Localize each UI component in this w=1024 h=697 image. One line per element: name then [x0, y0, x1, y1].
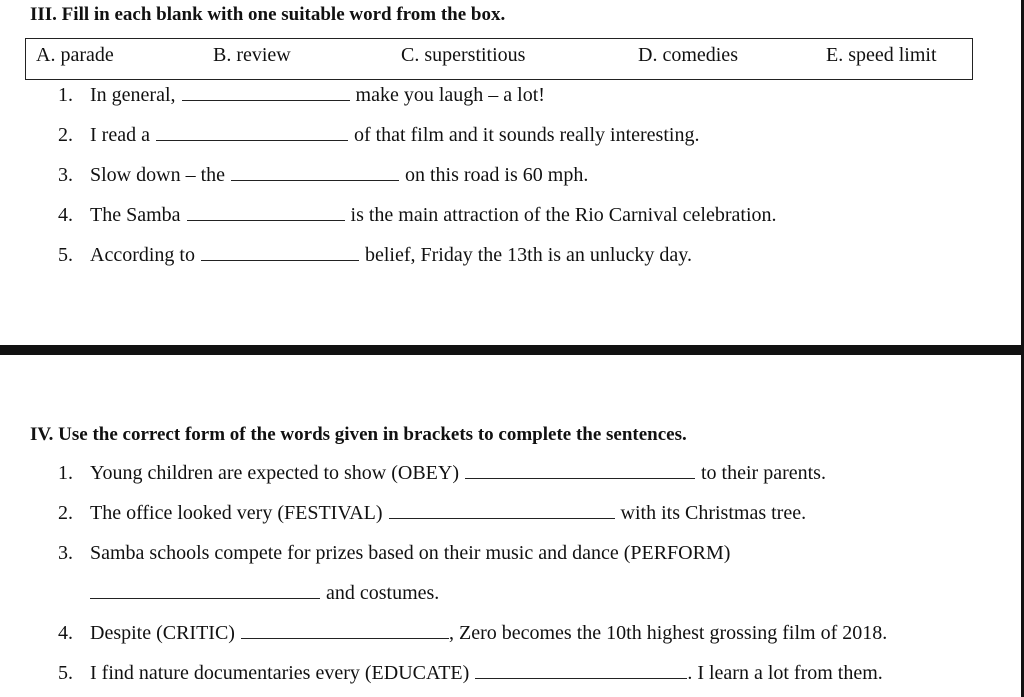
answer-blank[interactable]: [201, 246, 359, 261]
answer-blank[interactable]: [90, 584, 320, 599]
item-text-before: According to: [90, 244, 195, 266]
item-number: 2.: [58, 502, 73, 524]
item-number: 1.: [58, 84, 73, 106]
word-option-b: B. review: [213, 44, 291, 66]
item-text-before: I find nature documentaries every (EDUCATE): [90, 662, 470, 684]
s4-item-5: [58, 662, 883, 685]
item-number: 5.: [58, 244, 73, 266]
answer-blank[interactable]: [231, 166, 399, 181]
answer-blank[interactable]: [389, 504, 615, 519]
item-text-after: on this road is 60 mph.: [405, 164, 589, 186]
item-text-after: is the main attraction of the Rio Carnival celebration.: [350, 204, 777, 226]
s4-item-2: [58, 502, 806, 525]
item-text-after: to their parents.: [701, 462, 826, 484]
item-number: 1.: [58, 462, 73, 484]
item-text-before: Young children are expected to show (OBEY): [90, 462, 459, 484]
s3-item-1: [58, 84, 545, 107]
s4-item-3: [58, 542, 730, 565]
s4-item-4: [58, 622, 887, 645]
word-option-c: C. superstitious: [401, 44, 526, 66]
section-4-title: IV. Use the correct form of the words given in brackets to complete the sentences.: [30, 424, 687, 445]
item-text-after: with its Christmas tree.: [620, 502, 807, 524]
s3-item-2: [58, 124, 699, 147]
item-text-before: Slow down – the: [90, 164, 225, 186]
s4-item-1: [58, 462, 826, 485]
item-number: 4.: [58, 622, 73, 644]
item-text-before: In general,: [90, 84, 176, 106]
item-text-after: belief, Friday the 13th is an unlucky day.: [364, 244, 692, 266]
answer-blank[interactable]: [465, 464, 695, 479]
answer-blank[interactable]: [187, 206, 345, 221]
word-box: [25, 38, 973, 80]
item-text-before: The office looked very (FESTIVAL): [90, 502, 383, 524]
item-number: 2.: [58, 124, 73, 146]
item-number: 4.: [58, 204, 73, 226]
item-text-before: Despite (CRITIC): [90, 622, 235, 644]
s3-item-3: [58, 164, 588, 187]
item-number: 3.: [58, 164, 73, 186]
item-number: 5.: [58, 662, 73, 684]
answer-blank[interactable]: [241, 624, 449, 639]
item-text-after: , Zero becomes the 10th highest grossing film of 2018.: [448, 622, 888, 644]
s3-item-4: [58, 204, 777, 227]
word-option-d: D. comedies: [638, 44, 738, 66]
answer-blank[interactable]: [475, 664, 687, 679]
s4-item-3-continued: [58, 582, 439, 605]
s3-item-5: [58, 244, 692, 267]
item-text-before: I read a: [90, 124, 150, 146]
section-3-title: III. Fill in each blank with one suitable word from the box.: [30, 4, 506, 25]
word-option-a: A. parade: [36, 44, 114, 66]
answer-blank[interactable]: [156, 126, 348, 141]
item-text-after: . I learn a lot from them.: [687, 662, 883, 684]
item-text-before: The Samba: [90, 204, 181, 226]
item-text-before: Samba schools compete for prizes based on their music and dance (PERFORM): [90, 542, 731, 564]
section-divider: [0, 345, 1024, 355]
item-text-after: of that film and it sounds really interesting.: [353, 124, 700, 146]
word-option-e: E. speed limit: [826, 44, 937, 66]
item-text-after: and costumes.: [326, 582, 440, 604]
item-number: 3.: [58, 542, 73, 564]
item-text-after: make you laugh – a lot!: [355, 84, 545, 106]
answer-blank[interactable]: [182, 86, 350, 101]
